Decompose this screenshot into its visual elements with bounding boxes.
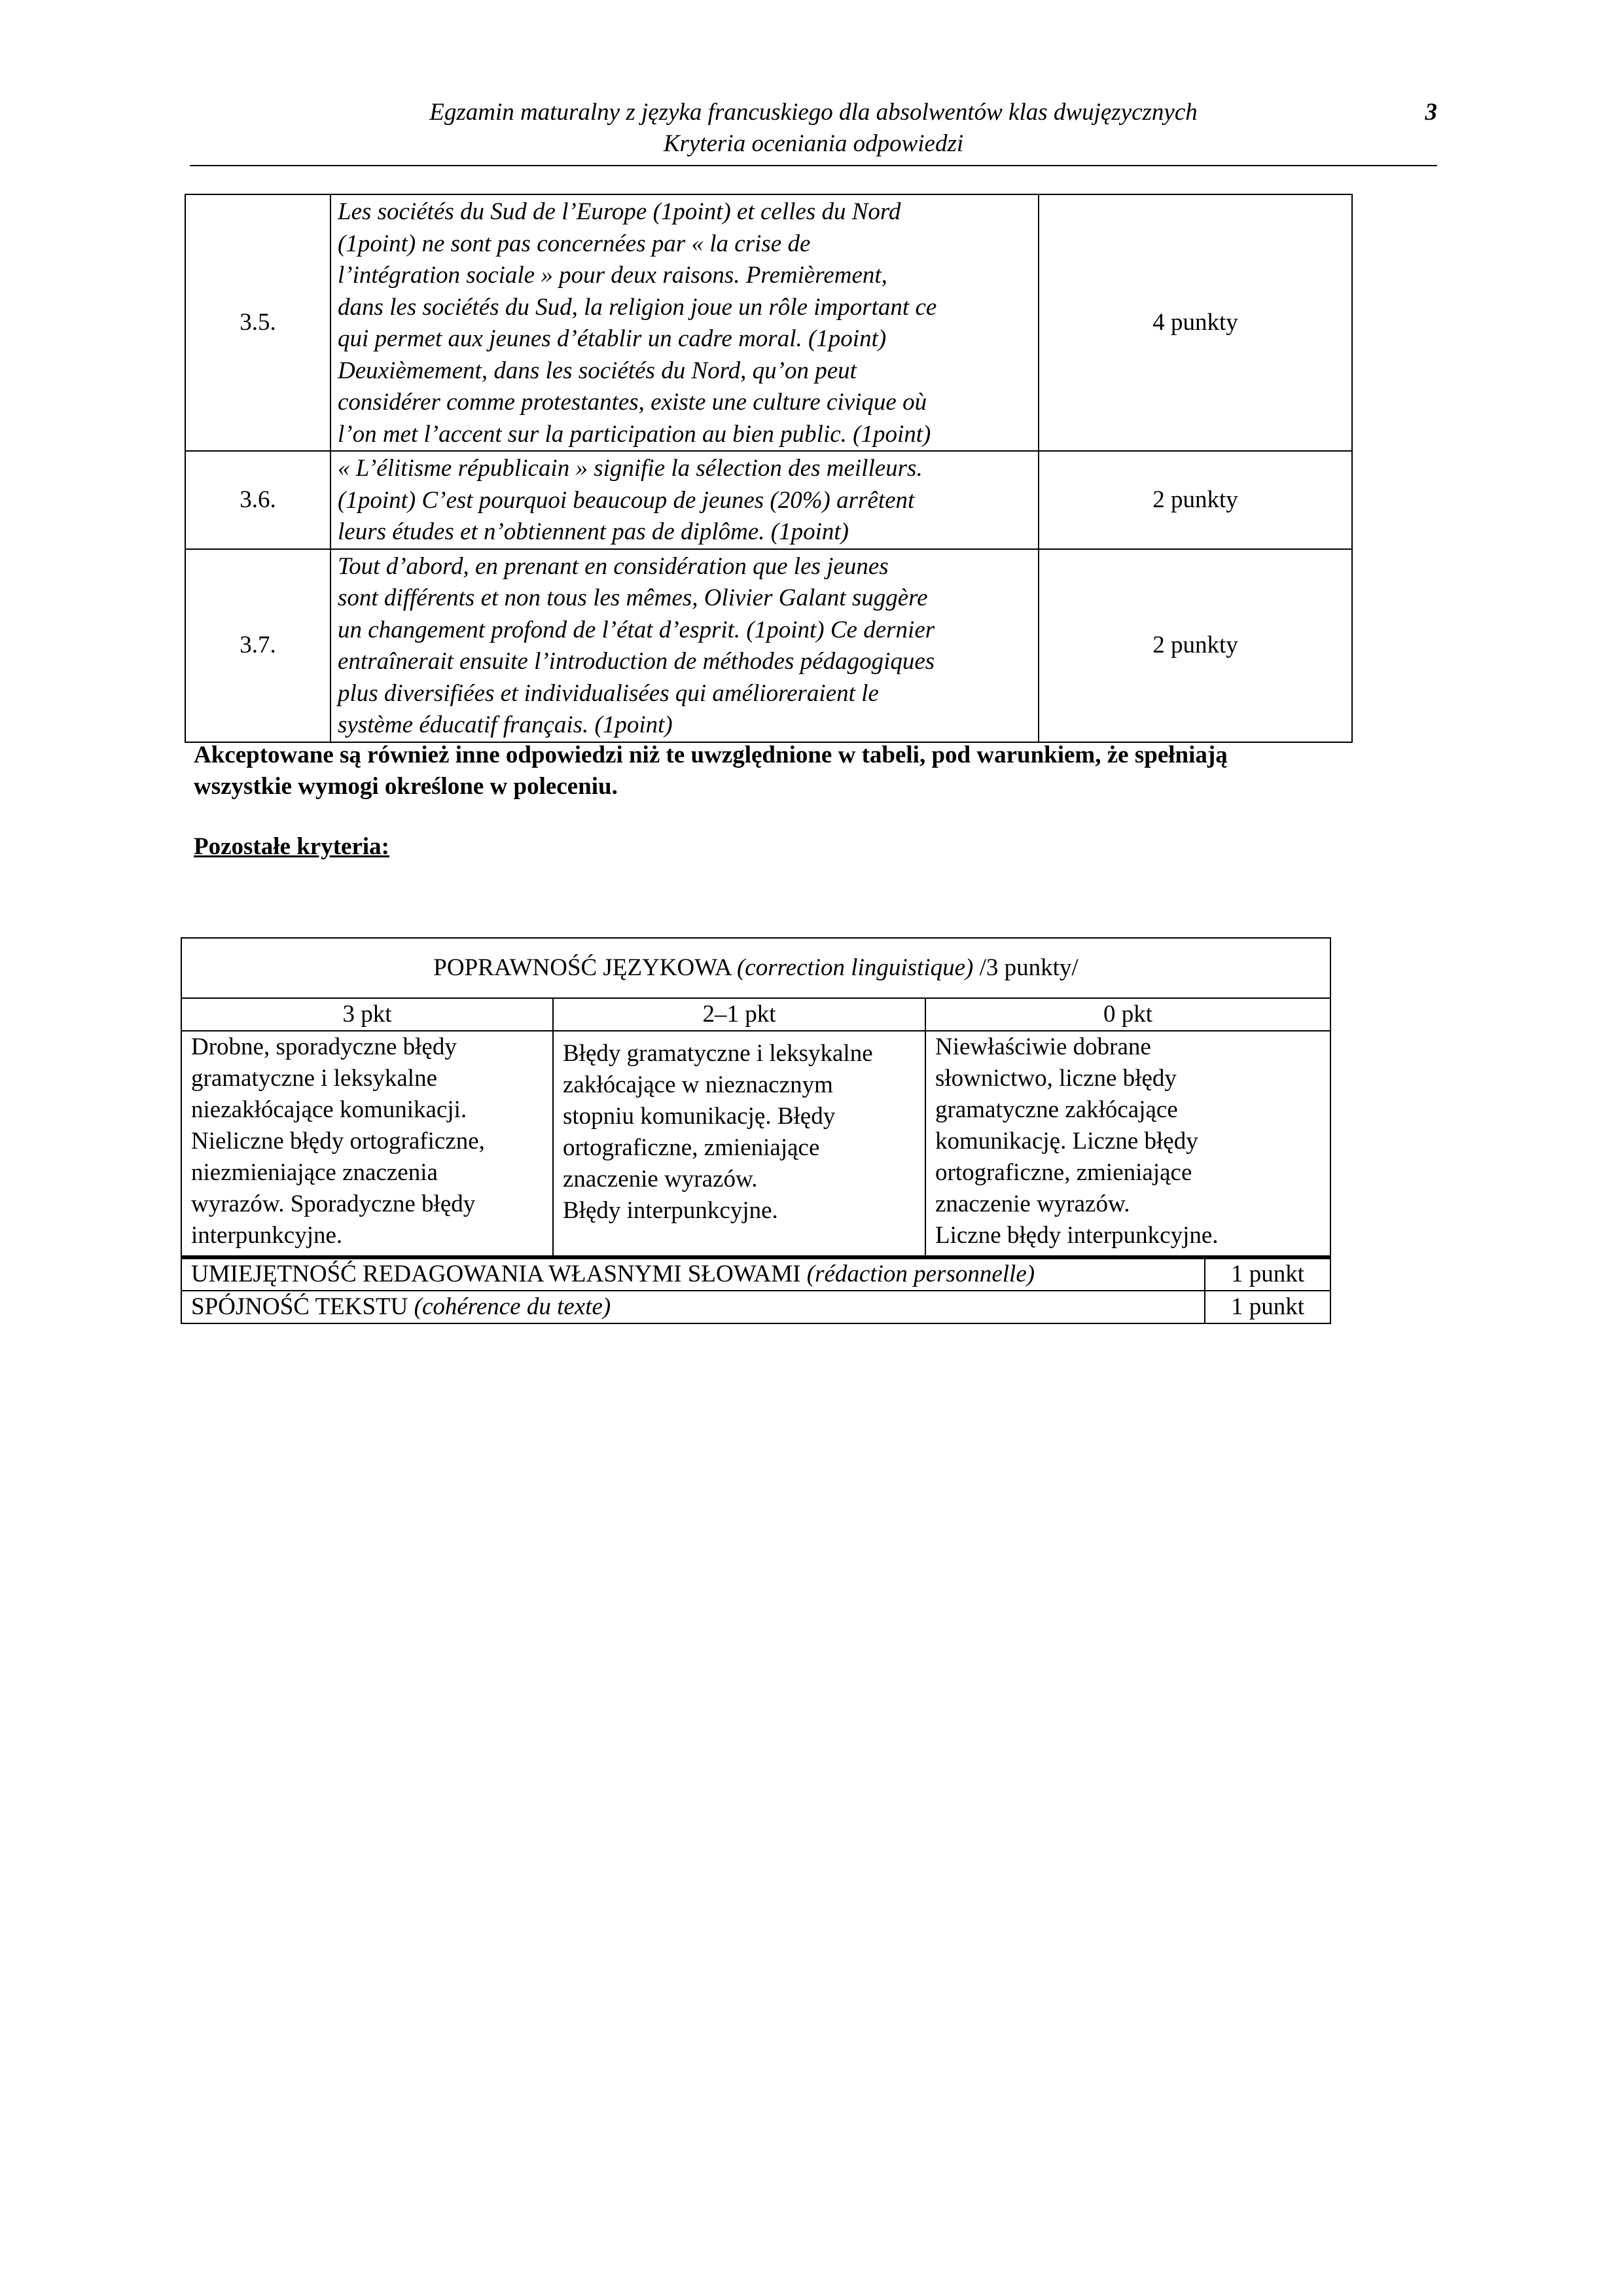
extra-criteria-table: [181, 1255, 1331, 1324]
exam-title: Egzamin maturalny z języka francuskiego dla absolwentów klas dwujęzycznych: [429, 99, 1198, 126]
answer-line: un changement profond de l’état d’esprit. (1point) Ce dernier: [338, 616, 935, 643]
answer-line: plus diversifiées et individualisées qui amélioreraient le: [338, 679, 879, 707]
other-criteria-heading: Pozostałe kryteria:: [194, 833, 389, 860]
answer-line: dans les sociétés du Sud, la religion joue un rôle important ce: [338, 293, 937, 321]
criterion-score: 1 punkt: [1205, 1291, 1330, 1323]
criterion-name: UMIEJĘTNOŚĆ REDAGOWANIA WŁASNYMI SŁOWAMI: [191, 1261, 807, 1287]
answer-line: « L’élitisme républicain » signifie la sélection des meilleurs.: [338, 455, 923, 482]
answer-line: l’on met l’accent sur la participation au bien public. (1point): [338, 420, 931, 448]
level-label: 2–1 pkt: [553, 998, 925, 1031]
criterion-name: SPÓJNOŚĆ TEKSTU: [191, 1293, 414, 1320]
answer-row: [185, 451, 1352, 549]
descriptor-line: stopniu komunikację. Błędy: [563, 1103, 836, 1130]
descriptor-line: Drobne, sporadyczne błędy: [191, 1033, 457, 1060]
acceptance-note-line: wszystkie wymogi określone w poleceniu.: [194, 773, 618, 800]
rubric-title: [181, 938, 1330, 998]
question-number: 3.7.: [185, 549, 330, 742]
acceptance-note: [194, 740, 1372, 802]
max-points: 2 punkty: [1039, 451, 1352, 549]
criterion-name-french: (cohérence du texte): [414, 1293, 611, 1320]
max-points: 4 punkty: [1039, 194, 1352, 451]
descriptor-line: Błędy gramatyczne i leksykalne: [563, 1040, 873, 1067]
answer-line: considérer comme protestantes, existe une culture civique où: [338, 389, 927, 416]
answer-line: système éducatif français. (1point): [338, 711, 673, 738]
descriptor-line: komunikację. Liczne błędy: [935, 1128, 1198, 1155]
max-points: 2 punkty: [1039, 549, 1352, 742]
answer-line: Les sociétés du Sud de l’Europe (1point) et celles du Nord: [338, 198, 901, 225]
level-label: 3 pkt: [181, 998, 553, 1031]
criterion-name-french: (rédaction personnelle): [806, 1261, 1035, 1287]
extra-criterion-row: [181, 1257, 1330, 1291]
descriptor-line: Niewłaściwie dobrane: [935, 1033, 1151, 1060]
level-descriptor: [181, 1031, 553, 1259]
model-answer: [330, 451, 1039, 549]
answer-line: Deuxièmement, dans les sociétés du Nord, qu’on peut: [338, 357, 857, 384]
criteria-subtitle: Kryteria oceniania odpowiedzi: [663, 130, 964, 157]
descriptor-line: znaczenie wyrazów.: [563, 1166, 758, 1193]
rubric-title-row: [181, 938, 1330, 998]
level-descriptor: [553, 1031, 925, 1259]
answer-line: qui permet aux jeunes d’établir un cadre moral. (1point): [338, 325, 887, 352]
answer-row: [185, 194, 1352, 451]
level-label: 0 pkt: [925, 998, 1330, 1031]
question-number: 3.5.: [185, 194, 330, 451]
descriptor-line: interpunkcyjne.: [191, 1222, 343, 1249]
descriptor-line: Błędy interpunkcyjne.: [563, 1197, 778, 1224]
model-answer: [330, 194, 1039, 451]
descriptor-line: niezmieniające znaczenia: [191, 1159, 438, 1186]
answer-line: Tout d’abord, en prenant en considération que les jeunes: [338, 552, 889, 580]
descriptor-line: ortograficzne, zmieniające: [563, 1134, 820, 1161]
model-answer: [330, 549, 1039, 742]
criterion-score: 1 punkt: [1205, 1257, 1330, 1291]
extra-criterion-row: [181, 1291, 1330, 1323]
rubric-title-main: POPRAWNOŚĆ JĘZYKOWA: [433, 954, 737, 981]
rubric-title-french: (correction linguistique): [736, 954, 974, 981]
rubric-descriptors-row: [181, 1031, 1330, 1259]
rubric-table: [181, 937, 1331, 1259]
extra-criterion-label: [181, 1291, 1205, 1323]
extra-criterion-label: [181, 1257, 1205, 1291]
answer-row: [185, 549, 1352, 742]
answer-line: (1point) C’est pourquoi beaucoup de jeunes (20%) arrêtent: [338, 486, 915, 514]
descriptor-line: ortograficzne, zmieniające: [935, 1159, 1192, 1186]
descriptor-line: niezakłócające komunikacji.: [191, 1096, 467, 1123]
answer-line: entraînerait ensuite l’introduction de méthodes pédagogiques: [338, 648, 935, 675]
rubric-levels-row: [181, 998, 1330, 1031]
page-header: [190, 97, 1437, 166]
rubric-title-points: /3 punkty/: [973, 954, 1079, 981]
descriptor-line: słownictwo, liczne błędy: [935, 1065, 1177, 1092]
descriptor-line: Nieliczne błędy ortograficzne,: [191, 1128, 485, 1155]
answer-line: leurs études et n’obtiennent pas de diplôme. (1point): [338, 518, 849, 545]
answer-line: l’intégration sociale » pour deux raisons. Premièrement,: [338, 262, 887, 289]
answer-line: sont différents et non tous les mêmes, Olivier Galant suggère: [338, 584, 928, 611]
answers-table: [185, 194, 1353, 743]
descriptor-line: znaczenie wyrazów.: [935, 1191, 1130, 1217]
descriptor-line: gramatyczne zakłócające: [935, 1096, 1178, 1123]
level-descriptor: [925, 1031, 1330, 1259]
descriptor-line: Liczne błędy interpunkcyjne.: [935, 1222, 1219, 1249]
page-number: 3: [1425, 99, 1437, 126]
descriptor-line: gramatyczne i leksykalne: [191, 1065, 437, 1092]
answer-line: (1point) ne sont pas concernées par « la crise de: [338, 230, 811, 257]
question-number: 3.6.: [185, 451, 330, 549]
acceptance-note-line: Akceptowane są również inne odpowiedzi niż te uwzględnione w tabeli, pod warunkiem, że spełniają: [194, 742, 1228, 768]
descriptor-line: wyrazów. Sporadyczne błędy: [191, 1191, 476, 1217]
descriptor-line: zakłócające w nieznacznym: [563, 1071, 833, 1098]
